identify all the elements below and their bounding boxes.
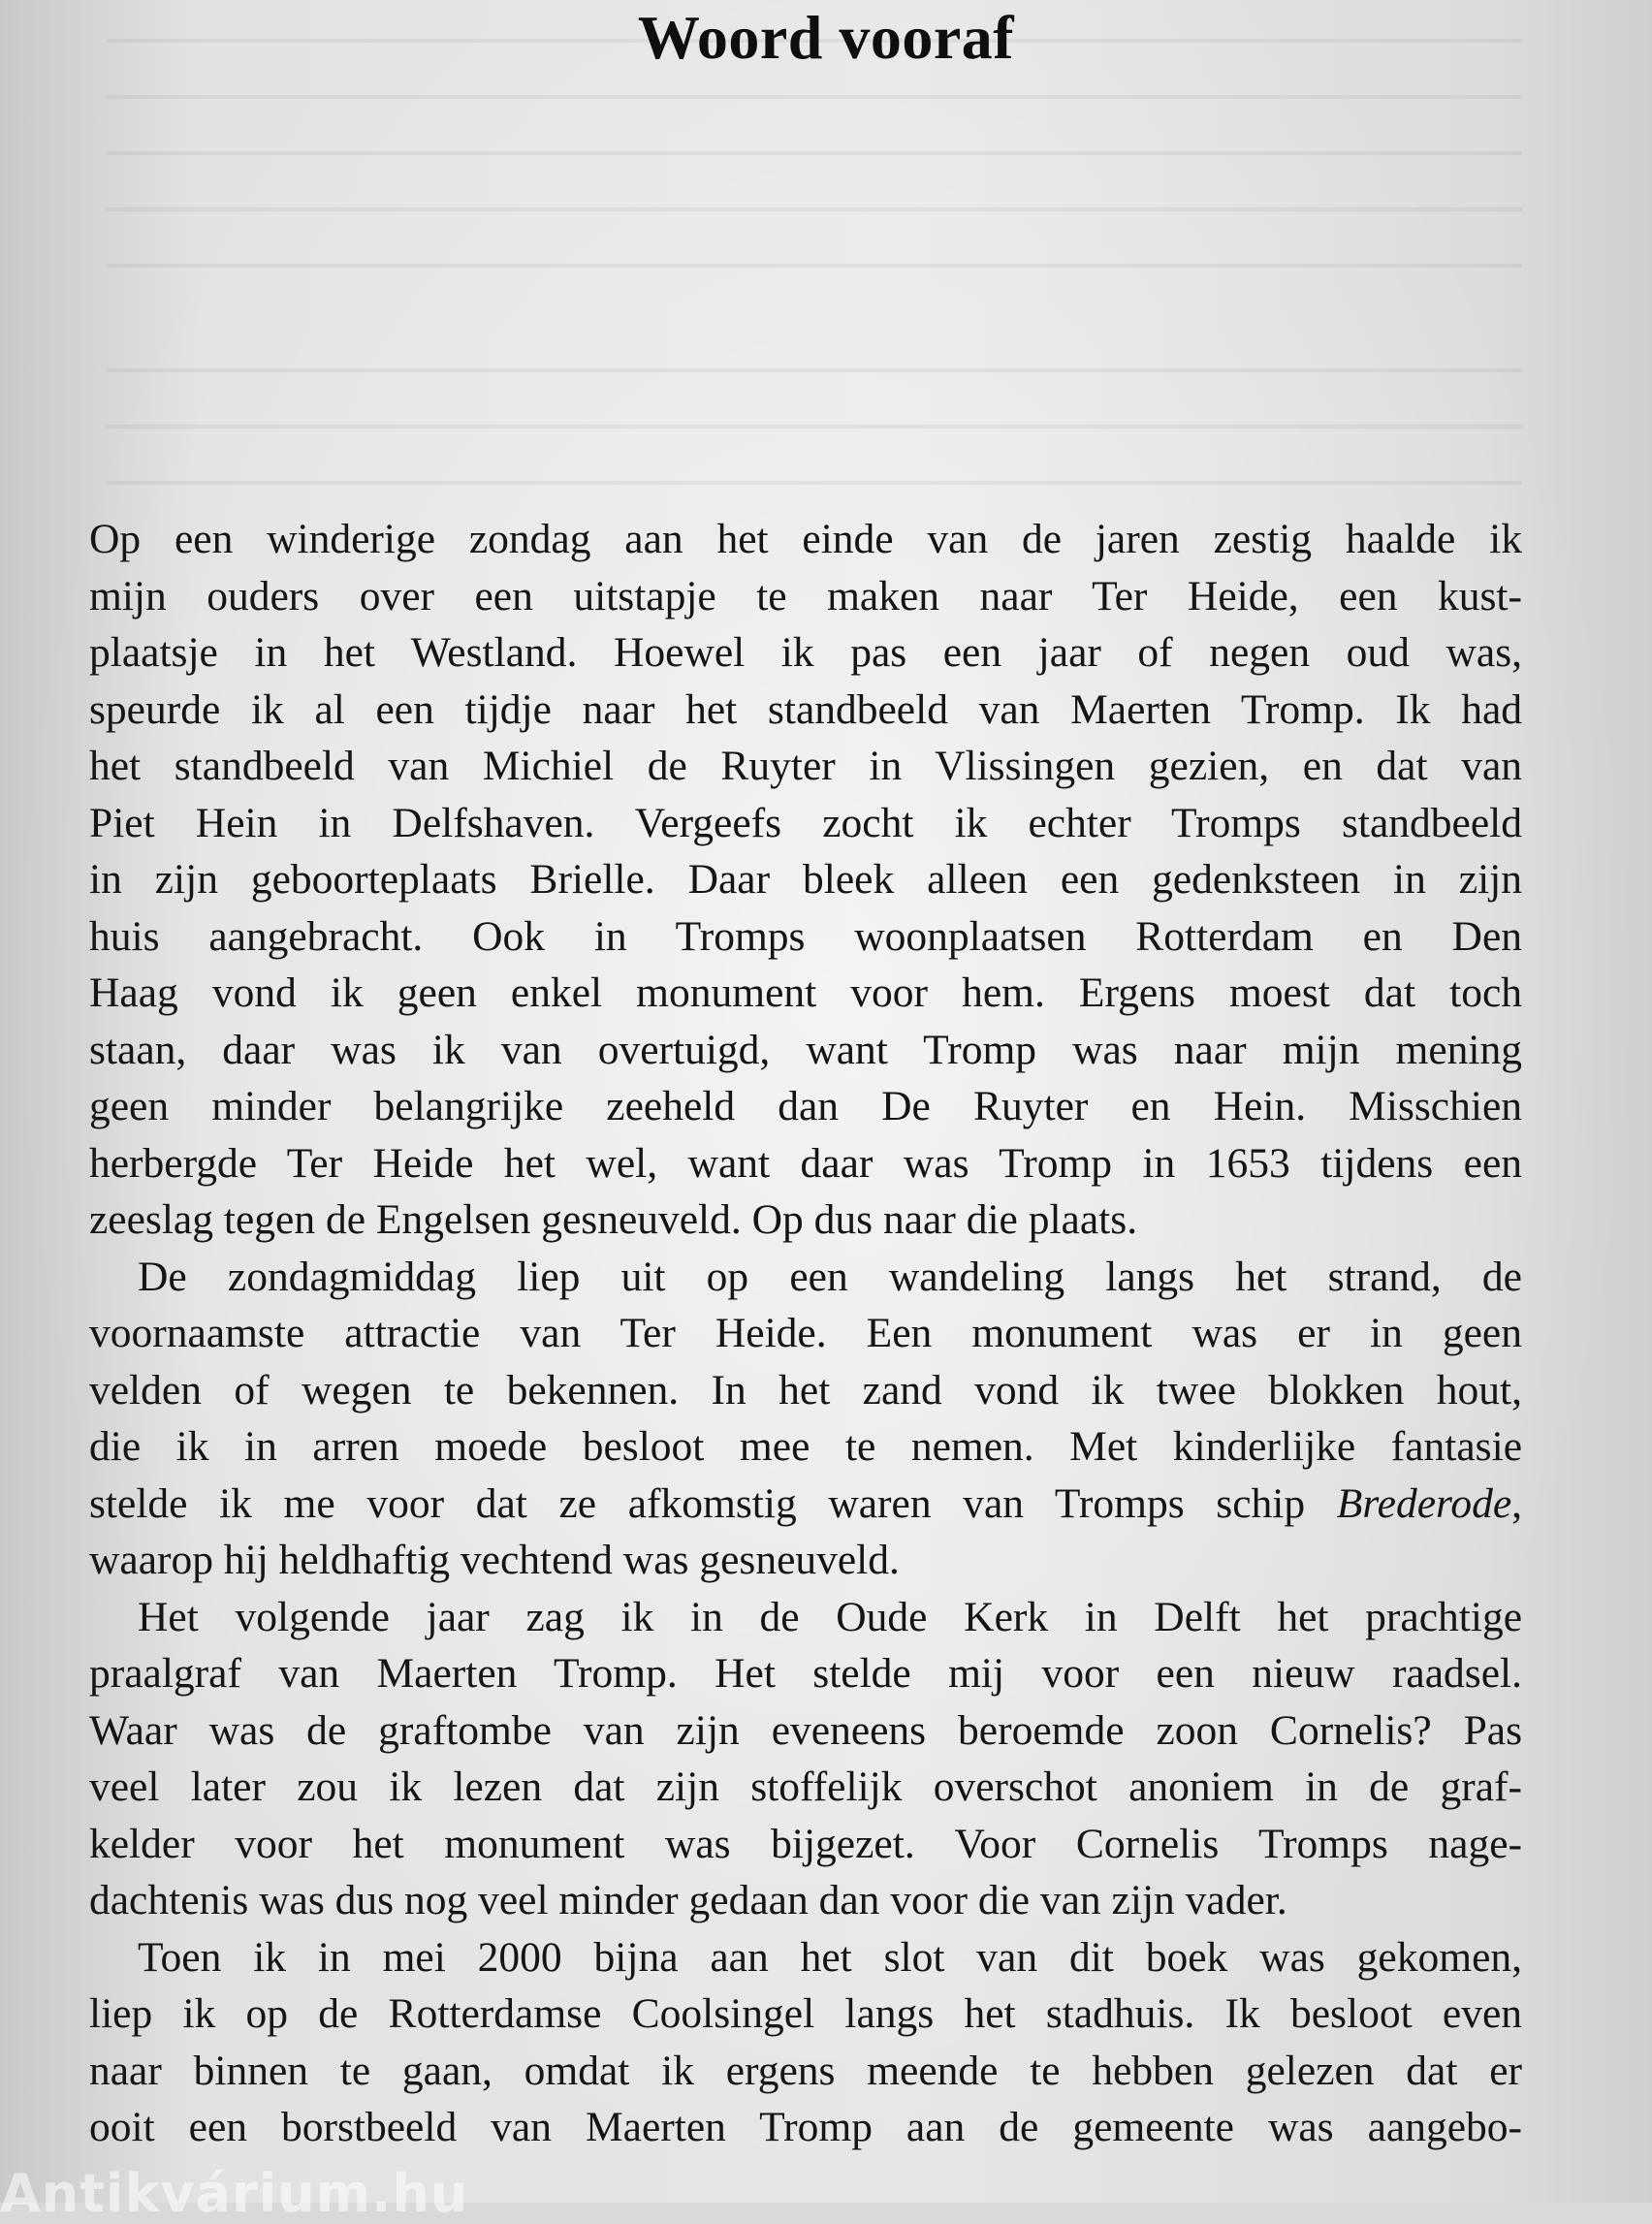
paragraph-2: [89, 1249, 1522, 1589]
text-line: Piet Hein in Delfshaven. Vergeefs zocht ik echter Tromps standbeeld: [89, 799, 1522, 846]
text-line: herbergde Ter Heide het wel, want daar was Tromp in 1653 tijdens een: [89, 1139, 1522, 1187]
text-line: liep ik op de Rotterdamse Coolsingel langs het stadhuis. Ik besloot even: [89, 1990, 1522, 2037]
text-line: speurde ik al een tijdje naar het standbeeld van Maerten Tromp. Ik had: [89, 685, 1522, 733]
page-title: Woord vooraf: [637, 3, 1015, 72]
text-line: Het volgende jaar zag ik in de Oude Kerk in Delft het prachtige: [138, 1593, 1522, 1640]
text-line: in zijn geboorteplaats Brielle. Daar bleek alleen een gedenksteen in zijn: [89, 856, 1522, 903]
text-line: De zondagmiddag liep uit op een wandeling langs het strand, de: [138, 1253, 1522, 1300]
text-line: mijn ouders over een uitstapje te maken naar Ter Heide, een kust-: [89, 572, 1522, 620]
text-line: velden of wegen te bekennen. In het zand vond ik twee blokken hout,: [89, 1366, 1522, 1414]
text-line: huis aangebracht. Ook in Tromps woonplaatsen Rotterdam en Den: [89, 912, 1522, 960]
bleed-through-line: [107, 481, 1522, 485]
text-line: praalgraf van Maerten Tromp. Het stelde mij voor een nieuw raadsel.: [89, 1650, 1522, 1697]
text-line: waarop hij heldhaftig vechtend was gesneuveld.: [89, 1537, 900, 1583]
text-line: Toen ik in mei 2000 bijna aan het slot van dit boek was gekomen,: [138, 1933, 1522, 1981]
bleed-through-line: [107, 207, 1522, 211]
ship-name: Brederode: [1336, 1479, 1512, 1527]
text-line: ooit een borstbeeld van Maerten Tromp aan de gemeente was aangebo-: [89, 2104, 1522, 2150]
text-line: Op een winderige zondag aan het einde van de jaren zestig haalde ik: [89, 516, 1522, 562]
text-line: kelder voor het monument was bijgezet. Voor Cornelis Tromps nage-: [89, 1820, 1522, 1867]
bleed-through-line: [107, 95, 1522, 99]
text-line: Waar was de graftombe van zijn eveneens beroemde zoon Cornelis? Pas: [89, 1706, 1522, 1754]
text-line: staan, daar was ik van overtuigd, want Tromp was naar mijn mening: [89, 1026, 1522, 1073]
text-segment: ,: [1511, 1479, 1522, 1527]
text-line: dachtenis was dus nog veel minder gedaan dan voor die van zijn vader.: [89, 1877, 1287, 1923]
text-line-with-italic: [89, 1476, 1522, 1533]
bleed-through-line: [107, 264, 1522, 268]
text-line: geen minder belangrijke zeeheld dan De Ruyter en Hein. Misschien: [89, 1083, 1522, 1129]
text-line: naar binnen te gaan, omdat ik ergens meende te hebben gelezen dat er: [89, 2047, 1522, 2094]
bleed-through-line: [107, 425, 1522, 429]
paragraph-3: [89, 1589, 1522, 1929]
text-line: die ik in arren moede besloot mee te nemen. Met kinderlijke fantasie: [89, 1423, 1522, 1470]
text-line: veel later zou ik lezen dat zijn stoffelijk overschot anoniem in de graf-: [89, 1763, 1522, 1810]
watermark: Antikvárium.hu: [0, 2163, 469, 2224]
paragraph-4: [89, 1929, 1522, 2156]
body-text: [89, 511, 1522, 2156]
bleed-through-line: [107, 151, 1522, 155]
text-segment: stelde ik me voor dat ze afkomstig waren van Tromps schip: [89, 1479, 1337, 1527]
text-line: Haag vond ik geen enkel monument voor hem. Ergens moest dat toch: [89, 969, 1522, 1016]
text-line: plaatsje in het Westland. Hoewel ik pas een jaar of negen oud was,: [89, 629, 1522, 676]
text-line: het standbeeld van Michiel de Ruyter in Vlissingen gezien, en dat van: [89, 743, 1522, 789]
text-line: zeeslag tegen de Engelsen gesneuveld. Op dus naar die plaats.: [89, 1196, 1138, 1243]
text-line: voornaamste attractie van Ter Heide. Een monument was er in geen: [89, 1310, 1522, 1356]
bleed-through-line: [107, 368, 1522, 372]
paragraph-1: [89, 511, 1522, 1249]
